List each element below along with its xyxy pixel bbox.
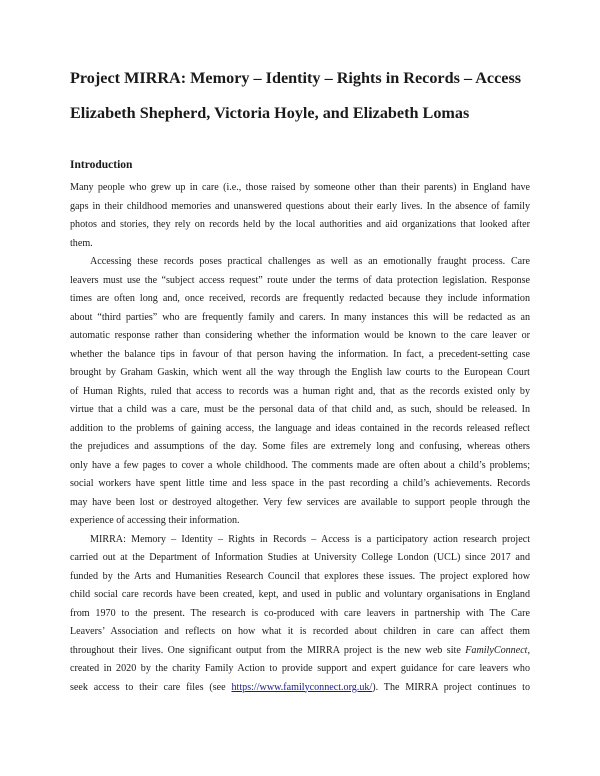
text-line: child social care records have been created, kept, and used in public and voluntary organisations in England <box>70 589 530 600</box>
text-line: the prejudices and assumptions of the day. Some files are extremely long and confusing, whereas others <box>70 441 530 452</box>
text-line: created in 2020 by the charity Family Action to provide support and expert guidance for care leavers who <box>70 663 530 674</box>
text-line: whether the balance tips in favour of that person having the information. In fact, a precedent-setting case <box>70 348 530 360</box>
familyconnect-link[interactable]: https://www.familyconnect.org.uk/ <box>231 681 373 693</box>
text-line: Many people who grew up in care (i.e., those raised by someone other than their parents) in England have <box>70 182 530 193</box>
text-line: leavers must use the “subject access request” route under the terms of data protection legislation. Response <box>70 274 530 286</box>
text-line: Leavers’ Association and reflects on how what it is recorded about children in care can affect them <box>70 626 530 637</box>
paragraph-3 <box>70 531 530 698</box>
text-line: virtue that a child was a care, must be the personal data of that child and, as such, should be released. In <box>70 404 530 415</box>
text-line: from 1970 to the present. The research is co-produced with care leavers in partnership with The Care <box>70 607 530 619</box>
text-line: automatic response rather than considering whether the information would be known to the care leaver or <box>70 330 530 341</box>
text-line: them. <box>70 237 93 249</box>
text-line: MIRRA: Memory – Identity – Rights in Records – Access is a participatory action research project <box>90 533 530 545</box>
text-line: may have been lost or destroyed altogether. Very few services are available to support people through the <box>70 496 530 508</box>
text-line: only have a few pages to cover a whole childhood. The comments made are often about a child’s problems; <box>70 459 530 471</box>
text-line: funded by the Arts and Humanities Research Council that explores these issues. The project explored how <box>70 570 530 582</box>
text-line-with-link <box>70 679 530 698</box>
paragraph-1 <box>70 179 530 253</box>
text-line: times are often long and, once received, records are frequently redacted because they include information <box>70 293 530 304</box>
text-line: brought by Graham Gaskin, which went all the way through the English law courts to the European Court <box>70 367 530 378</box>
text-segment: seek access to their care files (see <box>70 681 232 693</box>
text-segment: ). The MIRRA project continues to <box>372 681 531 693</box>
text-segment: throughout their lives. One significant output from the MIRRA project is the new web site <box>70 644 461 656</box>
text-line: experience of accessing their information. <box>70 515 240 526</box>
document-authors: Elizabeth Shepherd, Victoria Hoyle, and Elizabeth Lomas <box>70 104 470 122</box>
text-line: about “third parties” who are frequently family and carers. In many instances this will be redacted as an <box>70 311 530 323</box>
section-heading-introduction: Introduction <box>70 159 133 171</box>
text-line: social workers have spent little time and less space in the past recording a child’s achievements. Records <box>70 478 530 489</box>
text-line: addition to the problems of gaining access, the language and ideas contained in the records released reflect <box>70 422 530 434</box>
text-line: Accessing these records poses practical challenges as well as an emotionally fraught process. Care <box>90 256 530 267</box>
text-line: carried out at the Department of Information Studies at University College London (UCL) since 2017 and <box>70 552 530 563</box>
text-line: of Human Rights, ruled that access to records was a human right and, that as the records existed only by <box>70 385 530 397</box>
paragraph-2 <box>70 253 530 531</box>
document-title: Project MIRRA: Memory – Identity – Rights in Records – Access <box>70 69 522 87</box>
text-line: photos and stories, they rely on records held by the local authorities and aid organizations that looked after <box>70 219 530 230</box>
text-line-with-italic: throughout their lives. One significant output from the MIRRA project is the new web site FamilyConnect, <box>70 644 531 656</box>
text-line: gaps in their childhood memories and unanswered questions about their early lives. In the absence of family <box>70 200 530 212</box>
body-text <box>70 179 530 697</box>
italic-site-name: FamilyConnect <box>465 644 528 656</box>
